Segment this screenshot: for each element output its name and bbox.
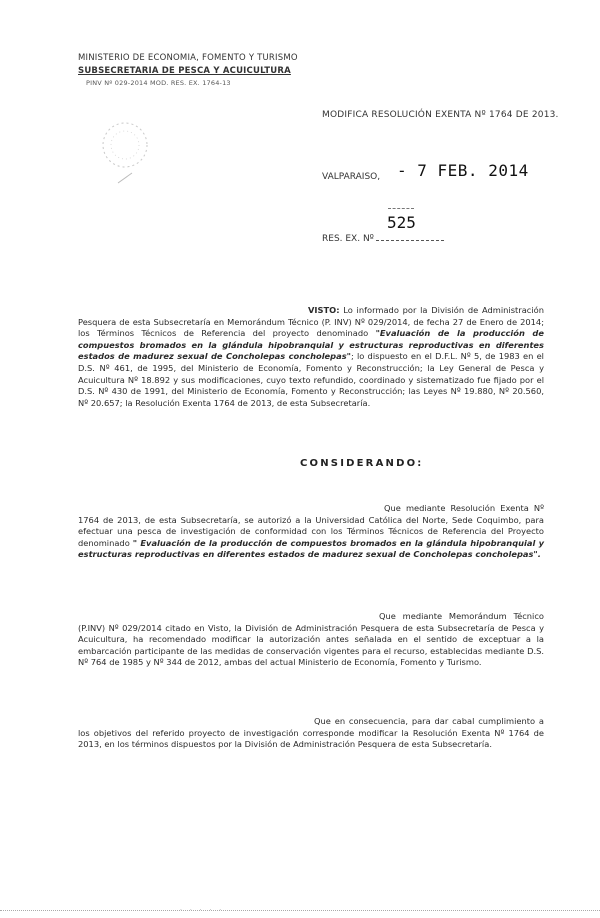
document-title: MODIFICA RESOLUCIÓN EXENTA Nº 1764 DE 2013.: [322, 110, 559, 120]
stamp-icon: [100, 105, 160, 185]
visto-label: VISTO:: [308, 305, 340, 315]
resolution-blank-line: [376, 232, 444, 241]
visto-text-b: ; lo dispuesto en el D.F.L. Nº 5, de 1983 en el D.S. Nº 461, de 1995, del Ministerio de Economía, Fomento y Reconstrucción; la Ley General de Pesca y Acuicultura Nº 18.892 y sus modificaciones, cuyo texto refundido, coordinado y sistematizado fue fijado por el D.S. Nº 430 de 1991, del Ministerio de Economía, Fomento y Reconstrucción; las Leyes Nº 19.880, Nº 20.560, Nº 20.657; la Resolución Exenta 1764 de 2013, de esta Subsecretaría.: [78, 351, 544, 408]
ministry-name: MINISTERIO DE ECONOMIA, FOMENTO Y TURISMO: [78, 53, 298, 63]
visto-paragraph: [78, 305, 544, 409]
considerando-paragraph-1: [78, 503, 544, 561]
p3-text: Que mediante Memorándum Técnico (P.INV) Nº 029/2014 citado en Visto, la División de Administración Pesquera de esta Subsecretaría de Pesca y Acuicultura, ha recomendado modificar la autorización antes señalada en el sentido de exceptuar a la embarcación participante de las medidas de conservación vigentes para el recurso, establecidas mediante D.S. Nº 764 de 1985 y Nº 344 de 2012, ambas del actual Ministerio de Economía, Fomento y Turismo.: [78, 611, 544, 668]
resolution-label: [322, 232, 444, 244]
resolution-number-rule: [388, 208, 414, 210]
visto-project: "Evaluación de la producción de compuestos bromados en la glándula hipobranquial y estructuras reproductivas en diferentes estados de madurez sexual de Concholepas concholepas": [78, 328, 545, 362]
considerando-paragraph-2: [78, 611, 544, 669]
official-stamp: [100, 105, 150, 185]
p2-text-a: Que mediante Resolución Exenta Nº 1764 de 2013, de esta Subsecretaría, se autorizó a la Universidad Católica del Norte, Sede Coquimbo, para efectuar una pesca de investigación de conformidad con los Términos Técnicos de Referencia del Proyecto denominado: [78, 503, 544, 548]
footer-marks: . . . . .: [180, 905, 225, 912]
resolution-label-text: RES. EX. Nº: [322, 234, 374, 244]
document-date: - 7 FEB. 2014: [397, 161, 529, 180]
considerando-heading: CONSIDERANDO:: [300, 458, 424, 469]
considerando-paragraph-3: [78, 716, 544, 751]
p4-text: Que en consecuencia, para dar cabal cumplimiento a los objetivos del referido proyecto de investigación corresponde modificar la Resolución Exenta Nº 1764 de 2013, en los términos dispuestos por la División de Administración Pesquera de esta Subsecretaría.: [78, 716, 544, 750]
p2-project: " Evaluación de la producción de compuestos bromados en la glándula hipobranquial y estructuras reproductivas en diferentes estados de madurez sexual de Concholepas concholepas".: [78, 537, 544, 560]
document-reference: PINV Nº 029-2014 MOD. RES. EX. 1764-13: [86, 79, 231, 87]
place-label: VALPARAISO,: [322, 172, 381, 182]
subsecretaria-name: SUBSECRETARIA DE PESCA Y ACUICULTURA: [78, 66, 291, 76]
footer-rule: [0, 910, 600, 912]
visto-text-a: Lo informado por la División de Administración Pesquera de esta Subsecretaría en Memorándum Técnico (P. INV) Nº 029/2014, de fecha 27 de Enero de 2014; los Términos Técnicos de Referencia del proyecto denominado: [78, 305, 544, 339]
resolution-number: 525: [387, 213, 416, 232]
